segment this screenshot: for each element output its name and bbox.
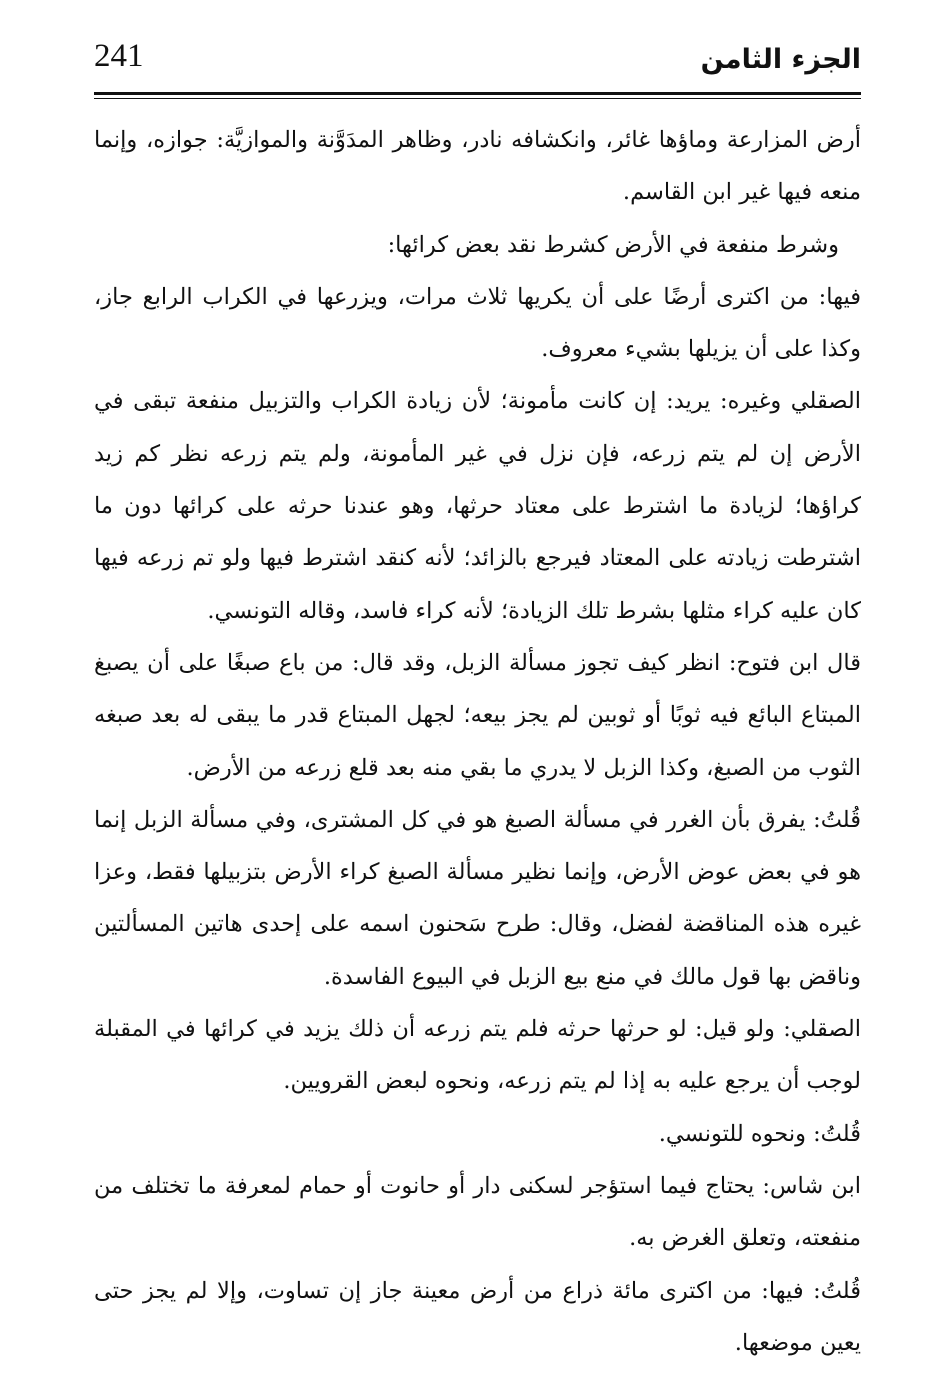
paragraph: وشرط منفعة في الأرض كشرط نقد بعض كرائها: xyxy=(387,231,839,258)
header-rule xyxy=(94,92,861,95)
running-title: الجزء الثامن xyxy=(700,44,861,75)
page-body xyxy=(94,114,861,1369)
page-number: 241 xyxy=(94,38,144,74)
paragraph: قال ابن فتوح: انظر كيف تجوز مسألة الزبل، وقد قال: من باع صبغًا على أن يصبغ المبتاع البائع فيه ثوبًا أو ثوبين لم يجز بيعه؛ لجهل المبتاع قدر ما يبقى له بعد صبغه الثوب من الصبغ، وكذا الزبل لا يدري ما بقي منه بعد قلع زرعه من الأرض. xyxy=(94,649,861,781)
paragraph: الصقلي وغيره: يريد: إن كانت مأمونة؛ لأن زيادة الكراب والتزبيل منفعة تبقى في الأرض إن لم يتم زرعه، فإن نزل في غير المأمونة، ولم يتم زرعه نظر كم زيد كراؤها؛ لزيادة ما اشترط على معتاد حرثها، وهو عندنا حرثه على كرائها دون ما اشترطت زيادته على المعتاد فيرجع بالزائد؛ لأنه كنقد اشترط فيها ولو تم زرعه فيها كان عليه كراء مثلها بشرط تلك الزيادة؛ لأنه كراء فاسد، وقاله التونسي. xyxy=(94,388,861,624)
paragraph: أرض المزارعة وماؤها غائر، وانكشافه نادر، وظاهر المدَوَّنة والموازيَّة: جوازه، وإنما منعه فيها غير ابن القاسم. xyxy=(94,127,861,206)
page-header xyxy=(94,36,861,92)
paragraph: قُلتُ: ونحوه للتونسي. xyxy=(658,1120,861,1147)
paragraph: الصقلي: ولو قيل: لو حرثها حرثه فلم يتم زرعه أن ذلك يزيد في كرائها في المقبلة لوجب أن يرجع عليه به إذا لم يتم زرعه، ونحوه لبعض القرويين. xyxy=(94,1016,861,1095)
paragraph: فيها: من اكترى أرضًا على أن يكريها ثلاث مرات، ويزرعها في الكراب الرابع جاز، وكذا على أن يزيلها بشيء معروف. xyxy=(94,283,861,363)
header-rule-thin xyxy=(94,98,861,99)
paragraph: قُلتُ: فيها: من اكترى مائة ذراع من أرض معينة جاز إن تساوت، وإلا لم يجز حتى يعين موضعها. xyxy=(94,1277,861,1356)
paragraph: ابن شاس: يحتاج فيما استؤجر لسكنى دار أو حانوت أو حمام لمعرفة ما تختلف من منفعته، وتعلق الغرض به. xyxy=(94,1172,861,1252)
paragraph: قُلتُ: يفرق بأن الغرر في مسألة الصبغ هو في كل المشترى، وفي مسألة الزبل إنما هو في بعض عوض الأرض، وإنما نظير مسألة الصبغ كراء الأرض بتزبيلها فقط، وعزا غيره هذه المناقضة لفضل، وقال: طرح سَحنون اسمه على إحدى هاتين المسألتين وناقض بها قول مالك في منع بيع الزبل في البيوع الفاسدة. xyxy=(94,806,861,990)
